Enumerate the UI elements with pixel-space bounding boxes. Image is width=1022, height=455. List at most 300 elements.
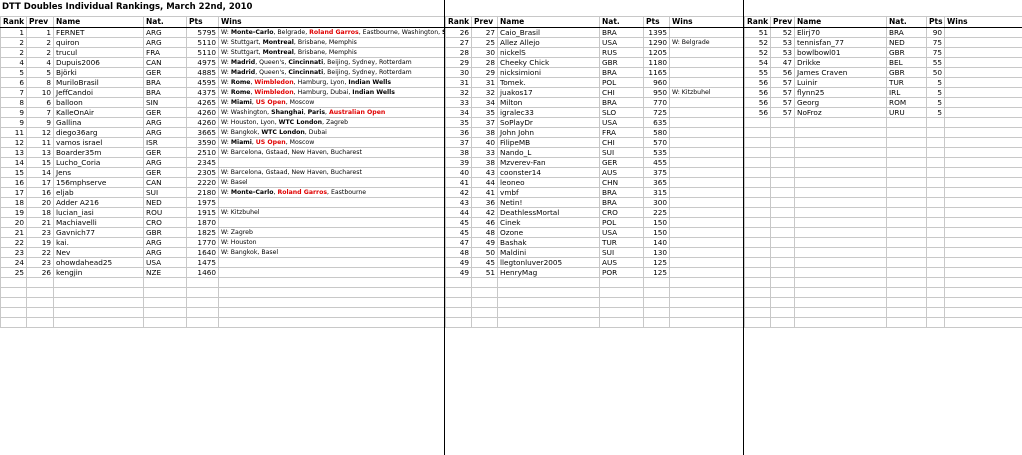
nationality-cell: CRO [600, 208, 644, 218]
nationality-cell: FRA [144, 48, 187, 58]
wins-cell [670, 238, 744, 248]
nationality-cell: CRO [144, 218, 187, 228]
wins-segment: W: Stuttgart, [221, 48, 263, 56]
wins-segment: , [273, 188, 278, 196]
wins-cell [219, 198, 445, 208]
player-name-cell: Gavnich77 [54, 228, 144, 238]
points-cell: 1975 [187, 198, 219, 208]
points-cell: 2510 [187, 148, 219, 158]
points-cell: 130 [644, 248, 670, 258]
column-separator [444, 0, 445, 455]
player-name-cell: Luinir [795, 78, 887, 88]
empty-cell [745, 298, 771, 308]
empty-cell [945, 278, 1022, 288]
empty-cell [670, 278, 744, 288]
prev-rank-cell: 2 [27, 48, 54, 58]
wins-segment: W: [221, 68, 231, 76]
wins-segment: , Queen's, [255, 58, 289, 66]
wins-cell [945, 68, 1022, 78]
points-cell: 5 [927, 88, 945, 98]
wins-cell [219, 138, 445, 148]
wins-segment: , Dubai [304, 128, 327, 136]
empty-cell [771, 158, 795, 168]
table-row [446, 228, 744, 238]
wins-cell [219, 228, 445, 238]
player-name-cell: Drikke [795, 58, 887, 68]
wins-segment: W: Stuttgart, [221, 38, 263, 46]
wins-segment: , [250, 88, 255, 96]
empty-cell [945, 318, 1022, 328]
nationality-cell: BRA [144, 78, 187, 88]
wins-cell [219, 38, 445, 48]
wins-cell [945, 108, 1022, 118]
header-points: Pts [644, 17, 670, 28]
empty-cell [887, 288, 927, 298]
rank-cell: 7 [1, 88, 27, 98]
empty-cell [745, 288, 771, 298]
wins-segment: , Belgrade, [273, 28, 310, 36]
empty-cell [745, 128, 771, 138]
player-name-cell: bowlbowl01 [795, 48, 887, 58]
empty-cell [446, 318, 472, 328]
rank-cell: 2 [1, 48, 27, 58]
wins-segment: Australian Open [328, 108, 386, 116]
wins-segment: W: [221, 88, 231, 96]
empty-cell [600, 318, 644, 328]
points-cell: 635 [644, 118, 670, 128]
table-row [1, 98, 445, 108]
rank-cell: 22 [1, 238, 27, 248]
player-name-cell: trucul [54, 48, 144, 58]
empty-row [1, 278, 445, 288]
empty-cell [887, 168, 927, 178]
table-row [1, 38, 445, 48]
nationality-cell: POL [600, 78, 644, 88]
empty-cell [927, 178, 945, 188]
wins-cell [219, 258, 445, 268]
player-name-cell: DeathlessMortal [498, 208, 600, 218]
wins-segment: , Moscow [285, 98, 315, 106]
empty-cell [945, 148, 1022, 158]
table-row [1, 118, 445, 128]
points-cell: 1825 [187, 228, 219, 238]
player-name-cell: Machiavelli [54, 218, 144, 228]
points-cell: 4260 [187, 118, 219, 128]
prev-rank-cell: 56 [771, 68, 795, 78]
player-name-cell: Bashak [498, 238, 600, 248]
rank-cell: 11 [1, 128, 27, 138]
player-name-cell: eljab [54, 188, 144, 198]
empty-cell [187, 308, 219, 318]
empty-cell [498, 318, 600, 328]
empty-cell [887, 118, 927, 128]
empty-cell [771, 228, 795, 238]
rank-cell: 16 [1, 178, 27, 188]
empty-cell [927, 118, 945, 128]
empty-cell [927, 208, 945, 218]
nationality-cell: NED [144, 198, 187, 208]
wins-cell [670, 198, 744, 208]
wins-cell [219, 108, 445, 118]
empty-cell [745, 198, 771, 208]
empty-cell [472, 308, 498, 318]
header-nationality: Nat. [144, 17, 187, 28]
empty-cell [771, 208, 795, 218]
empty-cell [187, 318, 219, 328]
prev-rank-cell: 53 [771, 38, 795, 48]
empty-cell [27, 318, 54, 328]
wins-segment: Monte-Carlo [230, 188, 274, 196]
table-row [1, 48, 445, 58]
table-row [1, 238, 445, 248]
rank-cell: 49 [446, 268, 472, 278]
points-cell: 1180 [644, 58, 670, 68]
player-name-cell: Tomek. [498, 78, 600, 88]
prev-rank-cell: 43 [472, 168, 498, 178]
empty-row [745, 138, 1022, 148]
empty-row [745, 178, 1022, 188]
wins-cell [219, 248, 445, 258]
rank-cell: 49 [446, 258, 472, 268]
wins-segment: Indian Wells [352, 88, 395, 96]
nationality-cell: USA [144, 258, 187, 268]
empty-cell [887, 158, 927, 168]
player-name-cell: Elirj70 [795, 28, 887, 38]
wins-segment: W: Washington, [221, 108, 272, 116]
empty-cell [219, 278, 445, 288]
wins-segment: , [303, 108, 308, 116]
prev-rank-cell: 23 [27, 228, 54, 238]
player-name-cell: Netin! [498, 198, 600, 208]
wins-segment: , [250, 78, 255, 86]
nationality-cell: RUS [600, 48, 644, 58]
wins-segment: Wimbledon [254, 78, 294, 86]
rank-cell: 26 [446, 28, 472, 38]
table-row [446, 238, 744, 248]
nationality-cell: BEL [887, 58, 927, 68]
rank-cell: 42 [446, 188, 472, 198]
prev-rank-cell: 36 [472, 198, 498, 208]
empty-cell [887, 218, 927, 228]
player-name-cell: Maldini [498, 248, 600, 258]
nationality-cell: ROM [887, 98, 927, 108]
wins-segment: , Queen's, [255, 68, 289, 76]
empty-cell [795, 288, 887, 298]
table-row [446, 38, 744, 48]
empty-cell [1, 318, 27, 328]
table-row [1, 108, 445, 118]
prev-rank-cell: 48 [472, 228, 498, 238]
player-name-cell: Ozone [498, 228, 600, 238]
empty-row [745, 228, 1022, 238]
wins-cell [219, 188, 445, 198]
prev-rank-cell: 44 [472, 178, 498, 188]
empty-cell [887, 128, 927, 138]
rank-cell: 33 [446, 98, 472, 108]
wins-cell [219, 98, 445, 108]
table-row [446, 58, 744, 68]
wins-cell [219, 178, 445, 188]
player-name-cell: 156mphserve [54, 178, 144, 188]
player-name-cell: juakos17 [498, 88, 600, 98]
wins-segment: W: Kitzbuhel [221, 208, 260, 216]
rank-cell: 6 [1, 78, 27, 88]
points-cell: 300 [644, 198, 670, 208]
empty-cell [187, 298, 219, 308]
empty-cell [927, 158, 945, 168]
empty-cell [144, 278, 187, 288]
nationality-cell: SUI [144, 188, 187, 198]
points-cell: 4260 [187, 108, 219, 118]
player-name-cell: Dupuis2006 [54, 58, 144, 68]
table-row [745, 78, 1022, 88]
table-row [1, 198, 445, 208]
wins-cell [219, 68, 445, 78]
table-row [745, 48, 1022, 58]
header-rank: Rank [446, 17, 472, 28]
prev-rank-cell: 53 [771, 48, 795, 58]
empty-cell [795, 218, 887, 228]
wins-cell [670, 98, 744, 108]
empty-cell [927, 318, 945, 328]
prev-rank-cell: 2 [27, 38, 54, 48]
empty-cell [887, 138, 927, 148]
empty-cell [887, 258, 927, 268]
table-row [1, 168, 445, 178]
nationality-cell: ARG [144, 248, 187, 258]
wins-cell [219, 268, 445, 278]
prev-rank-cell: 47 [771, 58, 795, 68]
player-name-cell: flynn25 [795, 88, 887, 98]
empty-cell [795, 268, 887, 278]
empty-cell [945, 208, 1022, 218]
wins-cell [670, 228, 744, 238]
empty-cell [887, 268, 927, 278]
wins-segment: , [251, 138, 256, 146]
nationality-cell: URU [887, 108, 927, 118]
empty-cell [945, 188, 1022, 198]
empty-cell [945, 178, 1022, 188]
empty-row [745, 288, 1022, 298]
empty-cell [446, 288, 472, 298]
empty-cell [745, 308, 771, 318]
wins-cell [670, 108, 744, 118]
empty-cell [795, 188, 887, 198]
empty-cell [771, 168, 795, 178]
rankings-block-1 [0, 16, 444, 455]
empty-row [745, 218, 1022, 228]
rankings-table [445, 16, 743, 328]
wins-cell [670, 168, 744, 178]
prev-rank-cell: 20 [27, 198, 54, 208]
rank-cell: 9 [1, 108, 27, 118]
empty-cell [771, 278, 795, 288]
empty-cell [795, 238, 887, 248]
nationality-cell: TUR [600, 238, 644, 248]
nationality-cell: ROU [144, 208, 187, 218]
table-row [745, 88, 1022, 98]
empty-cell [945, 298, 1022, 308]
empty-cell [771, 118, 795, 128]
rank-cell: 1 [1, 28, 27, 38]
nationality-cell: AUS [600, 168, 644, 178]
wins-segment: Cincinnati [288, 58, 324, 66]
empty-cell [927, 168, 945, 178]
empty-cell [795, 318, 887, 328]
prev-rank-cell: 46 [472, 218, 498, 228]
prev-rank-cell: 51 [472, 268, 498, 278]
header-prev-rank: Prev [771, 17, 795, 28]
empty-row [745, 168, 1022, 178]
points-cell: 570 [644, 138, 670, 148]
points-cell: 2220 [187, 178, 219, 188]
table-row [446, 28, 744, 38]
table-row [446, 188, 744, 198]
rank-cell: 39 [446, 158, 472, 168]
empty-cell [771, 318, 795, 328]
nationality-cell: SIN [144, 98, 187, 108]
prev-rank-cell: 57 [771, 98, 795, 108]
nationality-cell: CAN [144, 58, 187, 68]
player-name-cell: kai. [54, 238, 144, 248]
prev-rank-cell: 35 [472, 108, 498, 118]
prev-rank-cell: 45 [472, 258, 498, 268]
player-name-cell: ohowdahead25 [54, 258, 144, 268]
rank-cell: 56 [745, 98, 771, 108]
points-cell: 150 [644, 228, 670, 238]
nationality-cell: BRA [144, 88, 187, 98]
table-row [1, 208, 445, 218]
wins-segment: , Beijing, Sydney, Rotterdam [323, 58, 412, 66]
rank-cell: 30 [446, 68, 472, 78]
prev-rank-cell: 18 [27, 208, 54, 218]
empty-row [446, 298, 744, 308]
points-cell: 5110 [187, 38, 219, 48]
table-row [1, 218, 445, 228]
points-cell: 535 [644, 148, 670, 158]
wins-segment: Rome [230, 78, 251, 86]
player-name-cell: kengjin [54, 268, 144, 278]
points-cell: 150 [644, 218, 670, 228]
player-name-cell: quiron [54, 38, 144, 48]
empty-cell [795, 118, 887, 128]
rank-cell: 54 [745, 58, 771, 68]
empty-row [1, 288, 445, 298]
empty-cell [945, 248, 1022, 258]
nationality-cell: ISR [144, 138, 187, 148]
table-row [446, 268, 744, 278]
wins-cell [670, 128, 744, 138]
empty-cell [472, 288, 498, 298]
header-prev-rank: Prev [472, 17, 498, 28]
empty-cell [927, 218, 945, 228]
points-cell: 2345 [187, 158, 219, 168]
wins-segment: , Moscow [285, 138, 315, 146]
empty-cell [927, 148, 945, 158]
empty-cell [1, 298, 27, 308]
nationality-cell: ARG [144, 28, 187, 38]
nationality-cell: CAN [144, 178, 187, 188]
points-cell: 770 [644, 98, 670, 108]
empty-row [745, 268, 1022, 278]
empty-cell [144, 318, 187, 328]
rank-cell: 5 [1, 68, 27, 78]
table-row [446, 88, 744, 98]
prev-rank-cell: 25 [472, 38, 498, 48]
wins-segment: W: Barcelona, Gstaad, New Haven, Bucharest [221, 168, 362, 176]
table-row [1, 78, 445, 88]
player-name-cell: vmbf [498, 188, 600, 198]
rank-cell: 17 [1, 188, 27, 198]
empty-cell [795, 248, 887, 258]
nationality-cell: ARG [144, 128, 187, 138]
table-row [1, 258, 445, 268]
empty-row [745, 188, 1022, 198]
empty-cell [887, 298, 927, 308]
empty-cell [472, 298, 498, 308]
empty-cell [771, 138, 795, 148]
empty-cell [1, 288, 27, 298]
empty-cell [600, 308, 644, 318]
rank-cell: 40 [446, 168, 472, 178]
empty-cell [945, 128, 1022, 138]
rank-cell: 27 [446, 38, 472, 48]
table-row [745, 98, 1022, 108]
table-row [1, 148, 445, 158]
rank-cell: 24 [1, 258, 27, 268]
wins-cell [945, 88, 1022, 98]
empty-cell [771, 308, 795, 318]
wins-segment: WTC London [261, 128, 305, 136]
wins-cell [670, 218, 744, 228]
prev-rank-cell: 40 [472, 138, 498, 148]
wins-segment: Shanghai [271, 108, 304, 116]
table-row [446, 248, 744, 258]
points-cell: 1460 [187, 268, 219, 278]
wins-segment: Montreal [262, 48, 294, 56]
wins-segment: W: Barcelona, Gstaad, New Haven, Bucharest [221, 148, 362, 156]
table-row [1, 28, 445, 38]
empty-cell [771, 128, 795, 138]
empty-cell [54, 298, 144, 308]
rankings-table [0, 16, 444, 328]
empty-cell [745, 318, 771, 328]
prev-rank-cell: 23 [27, 258, 54, 268]
points-cell: 125 [644, 268, 670, 278]
table-row [446, 168, 744, 178]
points-cell: 1290 [644, 38, 670, 48]
wins-cell [945, 98, 1022, 108]
empty-cell [795, 208, 887, 218]
points-cell: 3590 [187, 138, 219, 148]
nationality-cell: POL [600, 218, 644, 228]
empty-cell [446, 298, 472, 308]
empty-row [745, 148, 1022, 158]
player-name-cell: Boarder35m [54, 148, 144, 158]
empty-cell [771, 288, 795, 298]
wins-cell [219, 118, 445, 128]
player-name-cell: John John [498, 128, 600, 138]
empty-cell [670, 308, 744, 318]
table-row [1, 128, 445, 138]
wins-segment: WTC London [278, 118, 323, 126]
points-cell: 1475 [187, 258, 219, 268]
wins-segment: US Open [255, 98, 286, 106]
table-row [745, 108, 1022, 118]
prev-rank-cell: 42 [472, 208, 498, 218]
points-cell: 1395 [644, 28, 670, 38]
player-name-cell: Allez Allejo [498, 38, 600, 48]
